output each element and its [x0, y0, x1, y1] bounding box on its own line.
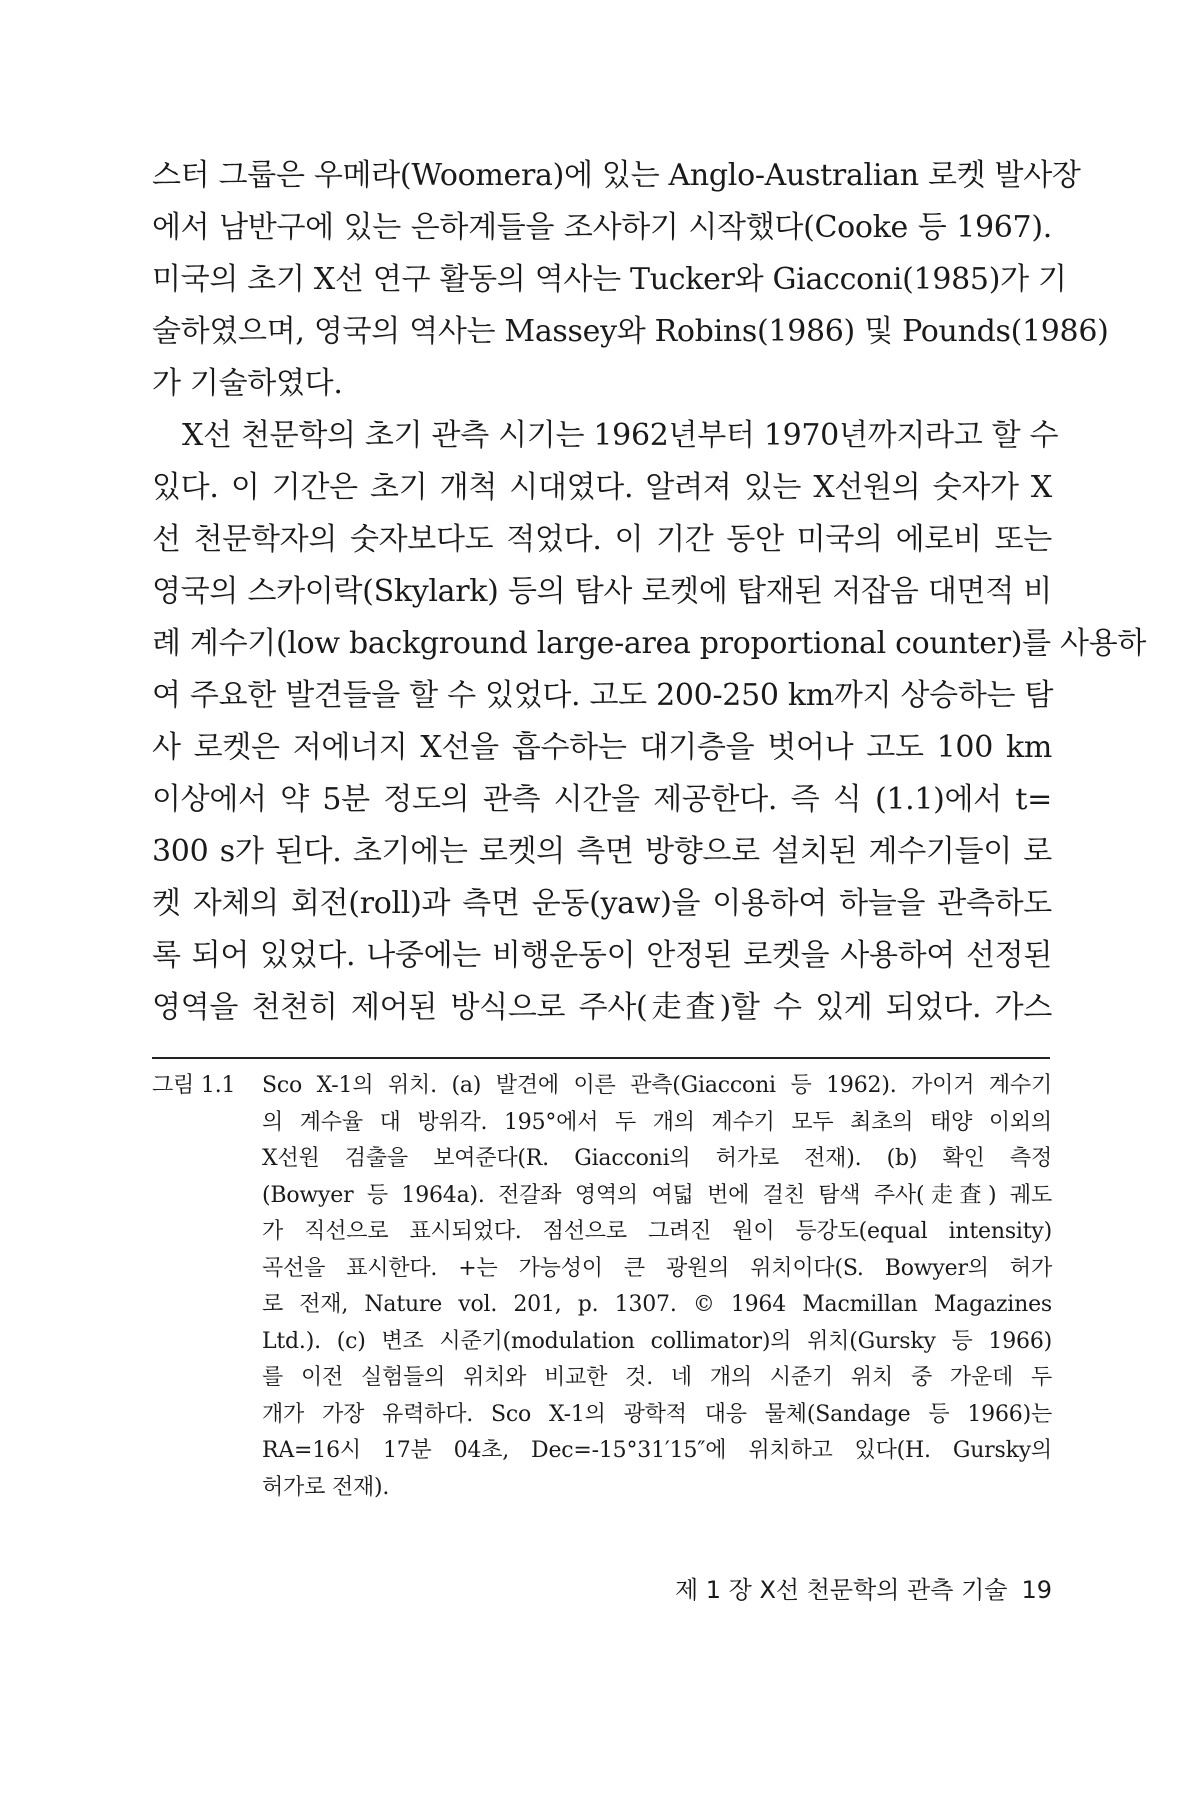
caption-line: 개가 가장 유력하다. Sco X-1의 광학적 대응 물체(Sandage 등 1966)는 [262, 1401, 1052, 1427]
caption-line: Sco X-1의 위치. (a) 발견에 이른 관측(Giacconi 등 1962). 가이거 계수기 [262, 1073, 1052, 1098]
body-line: 례 계수기(low background large-area proportional counter)를 사용하 [152, 626, 1147, 661]
caption-body [262, 1068, 1052, 1506]
caption-line: 곡선을 표시한다. +는 가능성이 큰 광원의 위치이다(S. Bowyer의 허가 [262, 1255, 1052, 1281]
caption-line: RA=16시 17분 04초, Dec=-15°31′15″에 위치하고 있다(H. Gursky의 [262, 1438, 1052, 1463]
body-line: X선 천문학의 초기 관측 시기는 1962년부터 1970년까지라고 할 수 [182, 418, 1059, 453]
caption-divider [152, 1057, 1050, 1059]
body-line: 스터 그룹은 우메라(Woomera)에 있는 Anglo-Australian 로켓 발사장 [152, 158, 1081, 193]
body-line: 에서 남반구에 있는 은하계들을 조사하기 시작했다(Cooke 등 1967). [152, 210, 1052, 245]
caption-line: 가 직선으로 표시되었다. 점선으로 그려진 원이 등강도(equal intensity) [262, 1219, 1052, 1244]
body-text [152, 150, 1147, 1034]
body-line: 술하였으며, 영국의 역사는 Massey와 Robins(1986) 및 Pounds(1986) [152, 314, 1109, 349]
body-line: 미국의 초기 X선 연구 활동의 역사는 Tucker와 Giacconi(1985)가 기 [152, 262, 1067, 297]
page-number: 19 [1021, 1576, 1052, 1604]
body-line: 켓 자체의 회전(roll)과 측면 운동(yaw)을 이용하여 하늘을 관측하도 [152, 886, 1052, 921]
body-line: 여 주요한 발견들을 할 수 있었다. 고도 200-250 km까지 상승하는 탐 [152, 678, 1054, 713]
body-line: 이상에서 약 5분 정도의 관측 시간을 제공한다. 즉 식 (1.1)에서 t= [152, 782, 1052, 817]
body-line: 가 기술하였다. [152, 366, 343, 401]
page-footer [675, 1570, 1052, 1605]
body-line: 300 s가 된다. 초기에는 로켓의 측면 방향으로 설치된 계수기들이 로 [152, 834, 1052, 869]
body-line: 록 되어 있었다. 나중에는 비행운동이 안정된 로켓을 사용하여 선정된 [152, 938, 1052, 973]
body-line: 선 천문학자의 숫자보다도 적었다. 이 기간 동안 미국의 에로비 또는 [152, 522, 1052, 557]
caption-line: Ltd.). (c) 변조 시준기(modulation collimator)의 위치(Gursky 등 1966) [262, 1328, 1052, 1354]
caption-line: 로 전재, Nature vol. 201, p. 1307. © 1964 Macmillan Magazines [262, 1292, 1052, 1317]
caption-line: X선원 검출을 보여준다(R. Giacconi의 허가로 전재). (b) 확인 측정 [262, 1146, 1052, 1171]
caption-label: 그림 1.1 [152, 1073, 236, 1098]
body-line: 있다. 이 기간은 초기 개척 시대였다. 알려져 있는 X선원의 숫자가 X [152, 470, 1052, 505]
running-footer-chapter: 제 1 장 X선 천문학의 관측 기술 [674, 1576, 1008, 1604]
body-line: 사 로켓은 저에너지 X선을 흡수하는 대기층을 벗어나 고도 100 km [152, 730, 1052, 765]
caption-line: (Bowyer 등 1964a). 전갈좌 영역의 여덟 번에 걸친 탐색 주사(走査) 궤도 [262, 1182, 1052, 1208]
caption-line: 허가로 전재). [262, 1474, 390, 1500]
caption-line: 를 이전 실험들의 위치와 비교한 것. 네 개의 시준기 위치 중 가운데 두 [262, 1365, 1052, 1390]
body-line: 영국의 스카이락(Skylark) 등의 탐사 로켓에 탑재된 저잡음 대면적 비 [152, 574, 1052, 609]
body-line: 영역을 천천히 제어된 방식으로 주사(走査)할 수 있게 되었다. 가스 [152, 990, 1052, 1025]
caption-line: 의 계수율 대 방위각. 195°에서 두 개의 계수기 모두 최초의 태양 이외의 [262, 1109, 1052, 1135]
